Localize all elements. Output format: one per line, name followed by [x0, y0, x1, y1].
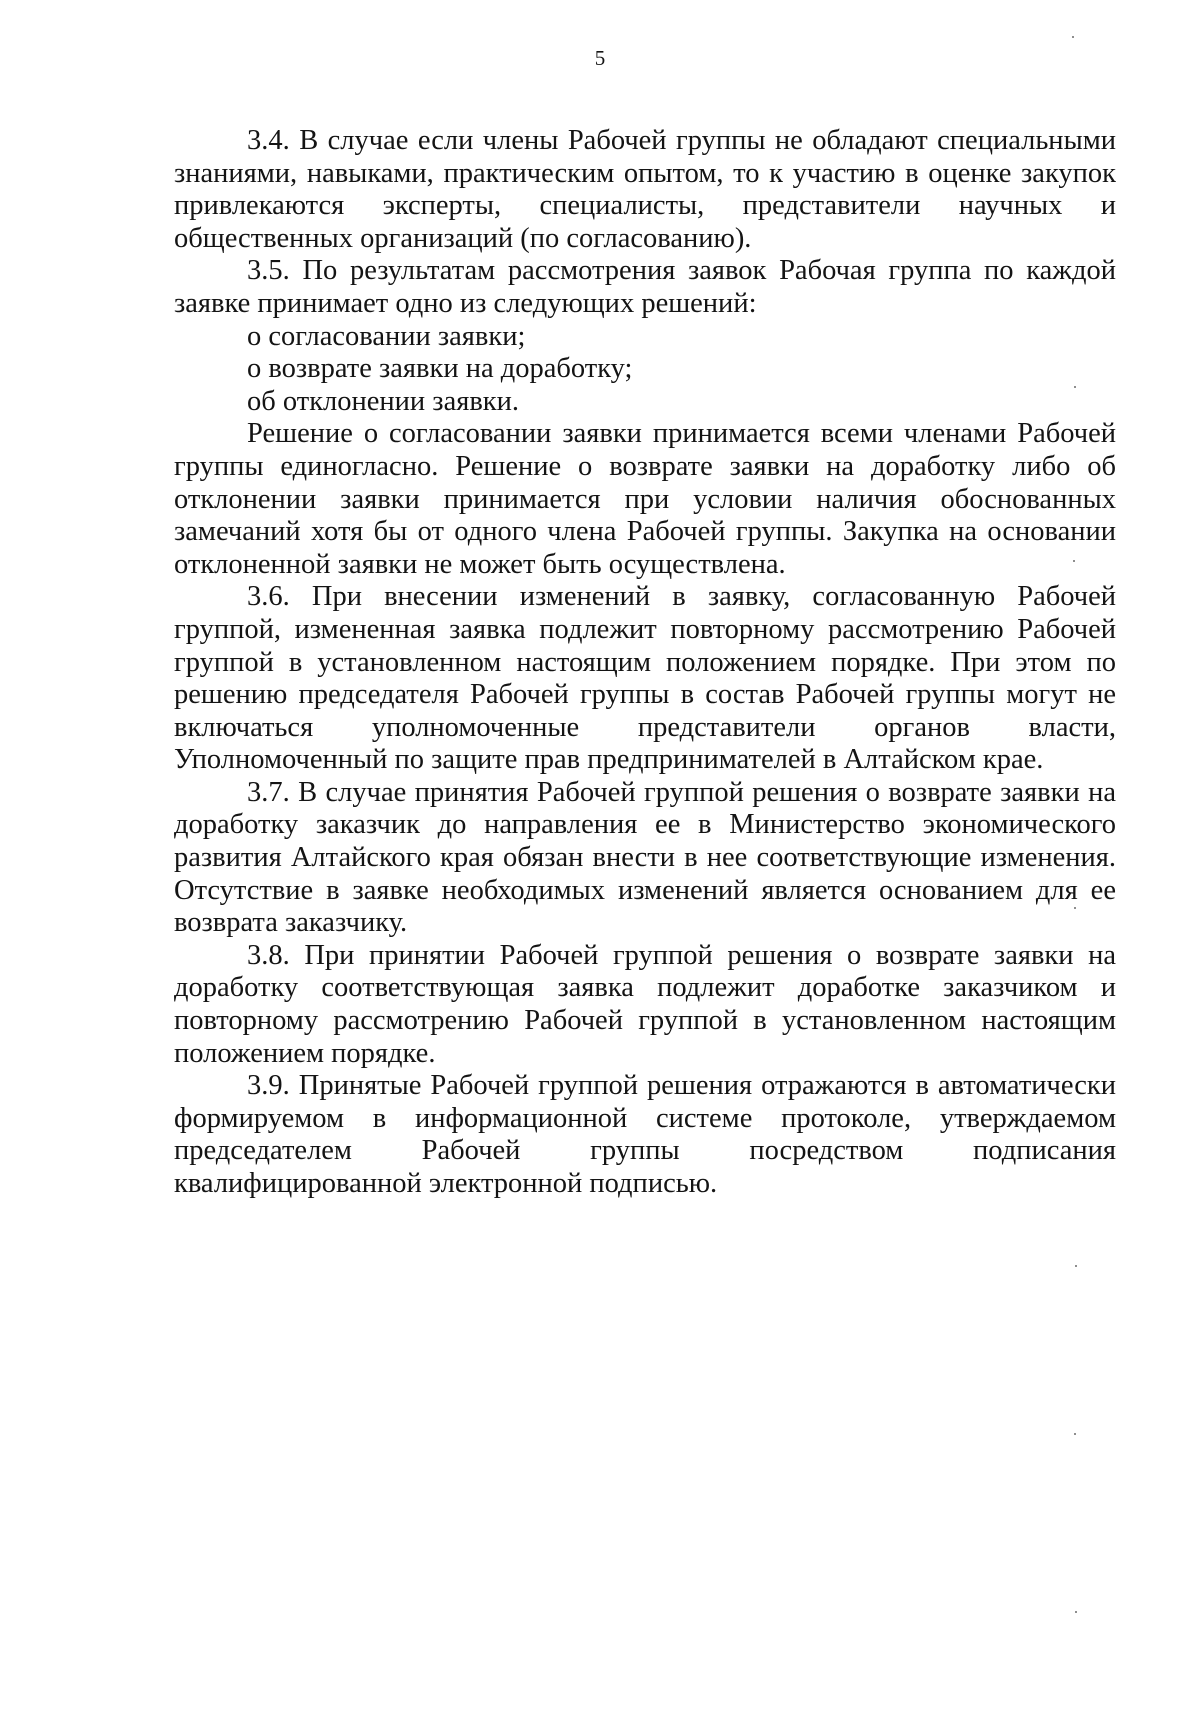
scan-speck [1073, 560, 1075, 562]
paragraph-3-6: 3.6. При внесении изменений в заявку, согласованную Рабочей группой, измененная заявка подлежит повторному рассмотрению Рабочей группой в установленном настоящим положением порядке. При этом по решению председателя Рабочей группы в состав Рабочей группы могут не включаться уполномоченные представители органов власти, Уполномоченный по защите прав предпринимателей в Алтайском крае. [174, 581, 1116, 776]
scan-speck [1074, 386, 1076, 388]
page-number: 5 [594, 46, 606, 70]
scan-speck [1075, 1265, 1077, 1267]
decision-option-return: о возврате заявки на доработку; [247, 353, 633, 385]
paragraph-3-8: 3.8. При принятии Рабочей группой решения о возврате заявки на доработку соответствующая заявка подлежит доработке заказчиком и повторному рассмотрению Рабочей группой в установленном настоящим положением порядке. [174, 939, 1116, 1069]
paragraph-3-4: 3.4. В случае если члены Рабочей группы не обладают специальными знаниями, навыками, практическим опытом, то к участию в оценке закупок привлекаются эксперты, специалисты, представители научных и общественных организаций (по согласованию). [174, 125, 1116, 254]
scan-speck [1074, 907, 1076, 909]
decision-option-reject: об отклонении заявки. [247, 385, 520, 417]
paragraph-3-9: 3.9. Принятые Рабочей группой решения отражаются в автоматически формируемом в информационной системе протоколе, утверждаемом председателем Рабочей группы посредством подписания квалифицированной электронной подписью. [174, 1070, 1116, 1199]
scan-speck [1074, 1433, 1076, 1435]
decision-option-approve: о согласовании заявки; [247, 320, 526, 352]
scan-speck [1075, 1611, 1077, 1613]
paragraph-3-7: 3.7. В случае принятия Рабочей группой решения о возврате заявки на доработку заказчик до направления ее в Министерство экономического развития Алтайского края обязан внести в нее соответствующие изменения. Отсутствие в заявке необходимых изменений является основанием для ее возврата заказчику. [174, 776, 1116, 939]
document-body [174, 125, 1116, 1201]
paragraph-decision-rules: Решение о согласовании заявки принимается всеми членами Рабочей группы единогласно. Решение о возврате заявки на доработку либо об отклонении заявки принимается при условии наличия обоснованных замечаний хотя бы от одного члена Рабочей группы. Закупка на основании отклоненной заявки не может быть осуществлена. [174, 418, 1116, 580]
paragraph-3-5: 3.5. По результатам рассмотрения заявок Рабочая группа по каждой заявке принимает одно из следующих решений: [174, 255, 1116, 319]
scan-speck [1072, 36, 1074, 38]
